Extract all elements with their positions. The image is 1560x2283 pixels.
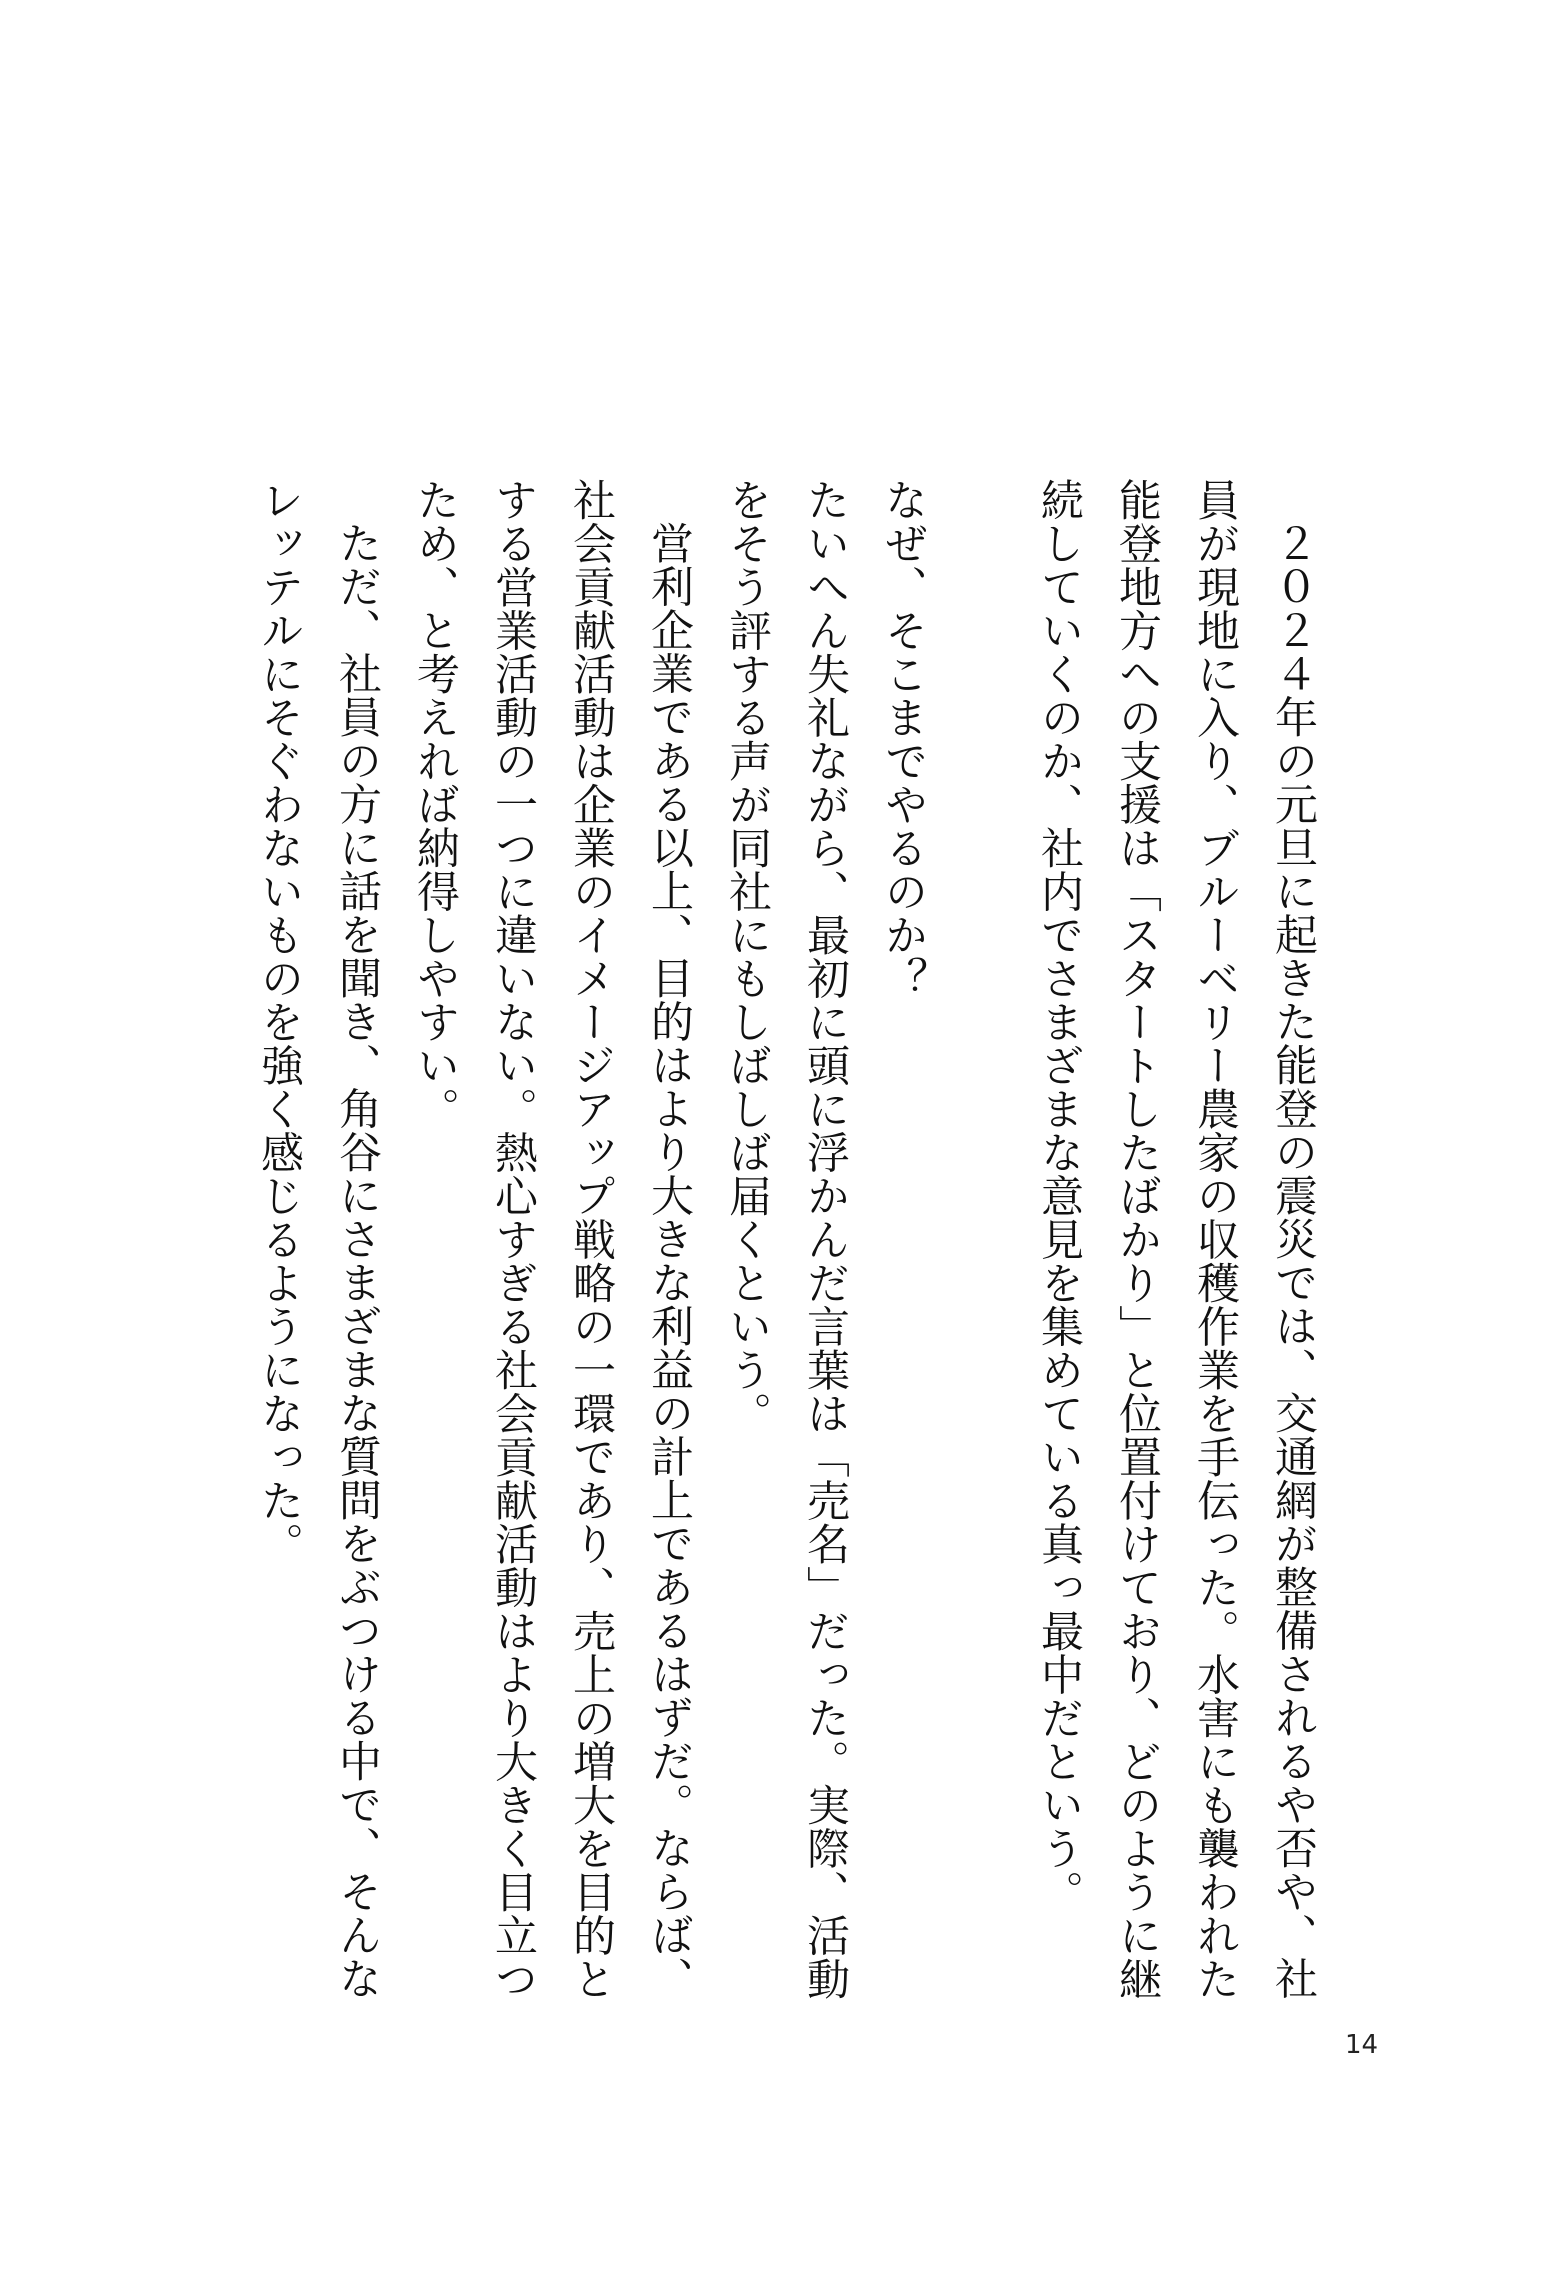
paragraph-4: 営利企業である以上、目的はより大きな利益の計上であるはずだ。ならば、社会貢献活動は企業のイメージアップ戦略の一環であり、売上の増大を目的とする営業活動の一つに違いない。熱心すぎる社会貢献活動はより大きく目立つため、と考えれば納得しやすい。 (410, 478, 694, 2001)
body-text (232, 478, 1332, 2038)
paragraph-3: たいへん失礼ながら、最初に頭に浮かんだ言葉は「売名」だった。実際、活動をそう評する声が同社にもしばしば届くという。 (722, 478, 850, 2001)
page-number: 14 (1345, 2030, 1379, 2060)
paragraph-2: なぜ、そこまでやるのか？ (878, 478, 928, 1000)
paragraph-gap (942, 478, 1020, 2038)
paragraph-1: ２０２４年の元旦に起きた能登の震災では、交通網が整備されるや否や、社員が現地に入り、ブルーベリー農家の収穫作業を手伝った。水害にも襲われた能登地方への支援は「スタートしたばかり」と位置付けており、どのように継続していくのか、社内でさまざまな意見を集めている真っ最中だという。 (1034, 478, 1318, 2001)
paragraph-5: ただ、社員の方に話を聞き、角谷にさまざまな質問をぶつける中で、そんなレッテルにそぐわないものを強く感じるようになった。 (254, 478, 382, 2000)
